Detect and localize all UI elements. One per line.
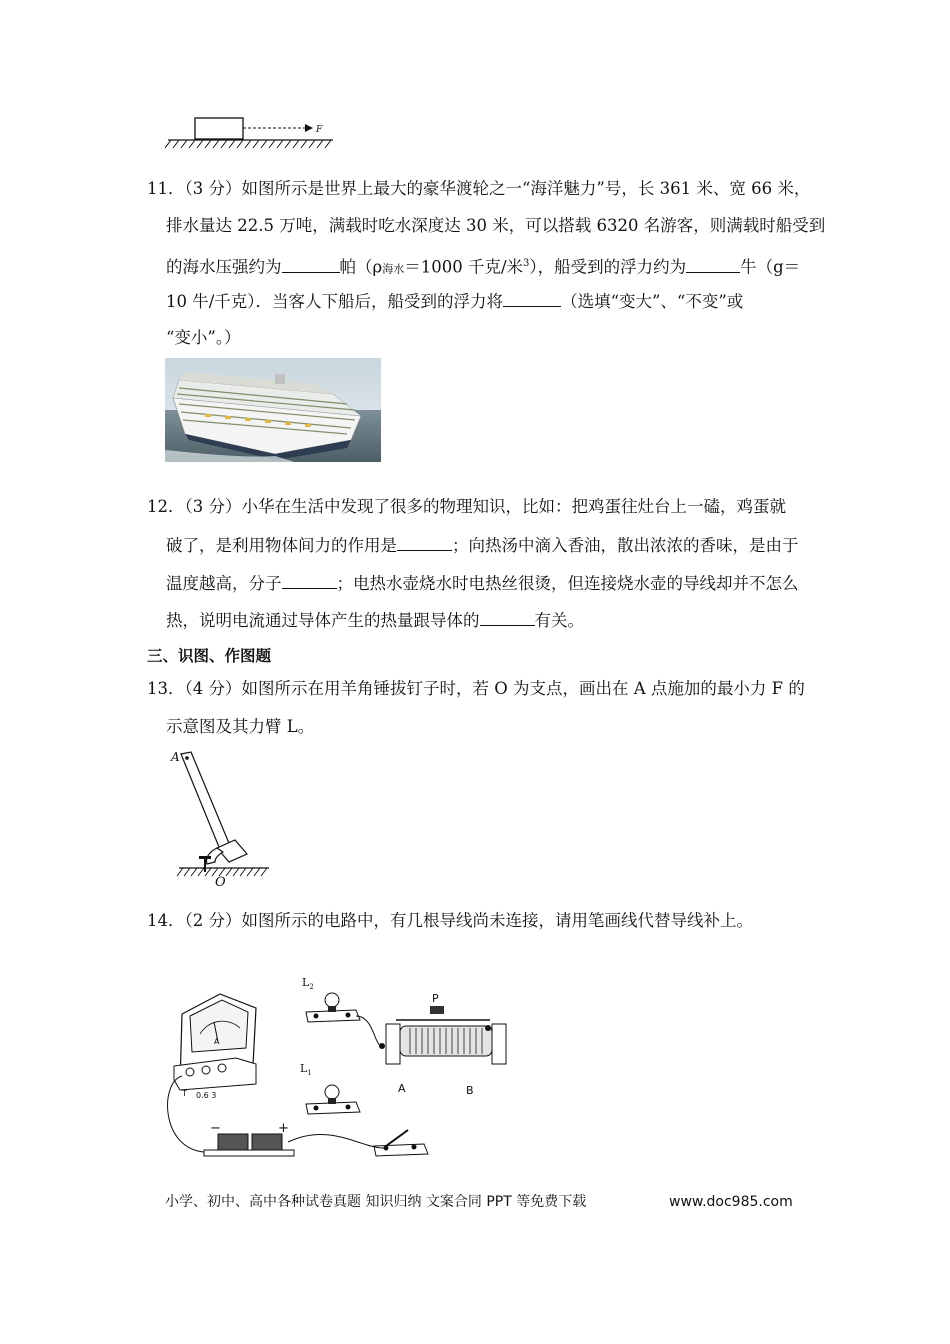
q11-line3-sup: 3 [523, 258, 530, 269]
ammeter-face-label: A [214, 1037, 220, 1046]
lamp-l2-label: $L_2$ [302, 976, 314, 991]
q12-blank-resistance[interactable] [480, 609, 535, 626]
q11-line3-a: 的海水压强约为 [166, 257, 282, 277]
q11-line4 [166, 290, 743, 313]
q11-line4-a: 10 牛/千克）．当客人下船后，船受到的浮力将 [166, 292, 504, 311]
q11-line4-b: （选填“变大”、“不变”或 [561, 292, 744, 311]
circuit-figure [160, 972, 530, 1164]
block-force-figure [165, 112, 340, 154]
battery-plus: + [278, 1121, 289, 1136]
q12-line4-a: 热，说明电流通过导体产生的热量跟导体的 [166, 611, 480, 630]
rheostat-a-label: A [398, 1082, 406, 1095]
q12-line3 [166, 572, 799, 595]
svg-text:T: T [182, 1089, 187, 1098]
rheostat-b-label: B [466, 1084, 474, 1097]
hammer-label-o: O [215, 875, 226, 890]
hammer-label-a: A [171, 750, 180, 764]
battery-minus: − [210, 1121, 221, 1136]
q11-line1: 11．（3 分）如图所示是世界上最大的豪华渡轮之一“海洋魅力”号，长 361 米、宽 66 米， [147, 179, 811, 198]
q13-line1: 13．（4 分）如图所示在用羊角锤拔钉子时，若 O 为支点，画出在 A 点施加的最小力 F 的 [147, 679, 805, 698]
lamp-l1-label: $L_1$ [300, 1062, 312, 1077]
q11-line3-d: ），船受到的浮力约为 [529, 257, 687, 277]
rheostat-p-label: P [432, 992, 439, 1005]
q11-line2: 排水量达 22.5 万吨，满载时吃水深度达 30 米，可以搭载 6320 名游客，则满载时船受到 [166, 216, 826, 235]
q11-blank-pressure[interactable] [282, 256, 340, 273]
cruise-ship-photo [165, 358, 381, 462]
q12-line3-b: ；电热水壶烧水时电热丝很烫，但连接烧水壶的导线却并不怎么 [336, 574, 799, 593]
q11-line3 [166, 253, 800, 281]
footer-url[interactable]: www.doc985.com [669, 1194, 793, 1210]
claw-hammer-figure [165, 744, 285, 890]
section-heading: 三、识图、作图题 [147, 647, 272, 665]
q14-line1: 14．（2 分）如图所示的电路中，有几根导线尚未连接，请用笔画线代替导线补上。 [147, 911, 753, 930]
footer-text: 小学、初中、高中各种试卷真题 知识归纳 文案合同 PPT 等免费下载 [165, 1194, 587, 1210]
q12-line2-a: 破了，是利用物体间力的作用是 [166, 536, 397, 555]
q12-blank-force[interactable] [397, 534, 452, 551]
q11-line3-b: 帕（ρ [339, 257, 383, 277]
q12-line1: 12．（3 分）小华在生活中发现了很多的物理知识，比如：把鸡蛋往灶台上一磕，鸡蛋就 [147, 497, 786, 516]
force-label: F [316, 125, 323, 135]
q11-line3-sub: 海水 [382, 262, 405, 276]
q12-line4 [166, 609, 584, 632]
ammeter-terminals: 0.6 3 [196, 1091, 217, 1100]
q11-line3-c: ＝1000 千克/米 [404, 257, 523, 277]
q11-blank-buoyancy[interactable] [686, 256, 740, 273]
q12-line2 [166, 534, 799, 557]
q12-line2-b: ；向热汤中滴入香油，散出浓浓的香味，是由于 [452, 536, 799, 555]
q12-blank-molecule[interactable] [282, 572, 337, 589]
q12-line4-b: 有关。 [534, 611, 584, 630]
q11-blank-change[interactable] [503, 290, 561, 307]
q12-line3-a: 温度越高，分子 [166, 574, 282, 593]
q11-line5: “变小”。） [166, 328, 241, 347]
q13-line2: 示意图及其力臂 L。 [166, 717, 315, 736]
q11-line3-e: 牛（g＝ [740, 257, 801, 277]
